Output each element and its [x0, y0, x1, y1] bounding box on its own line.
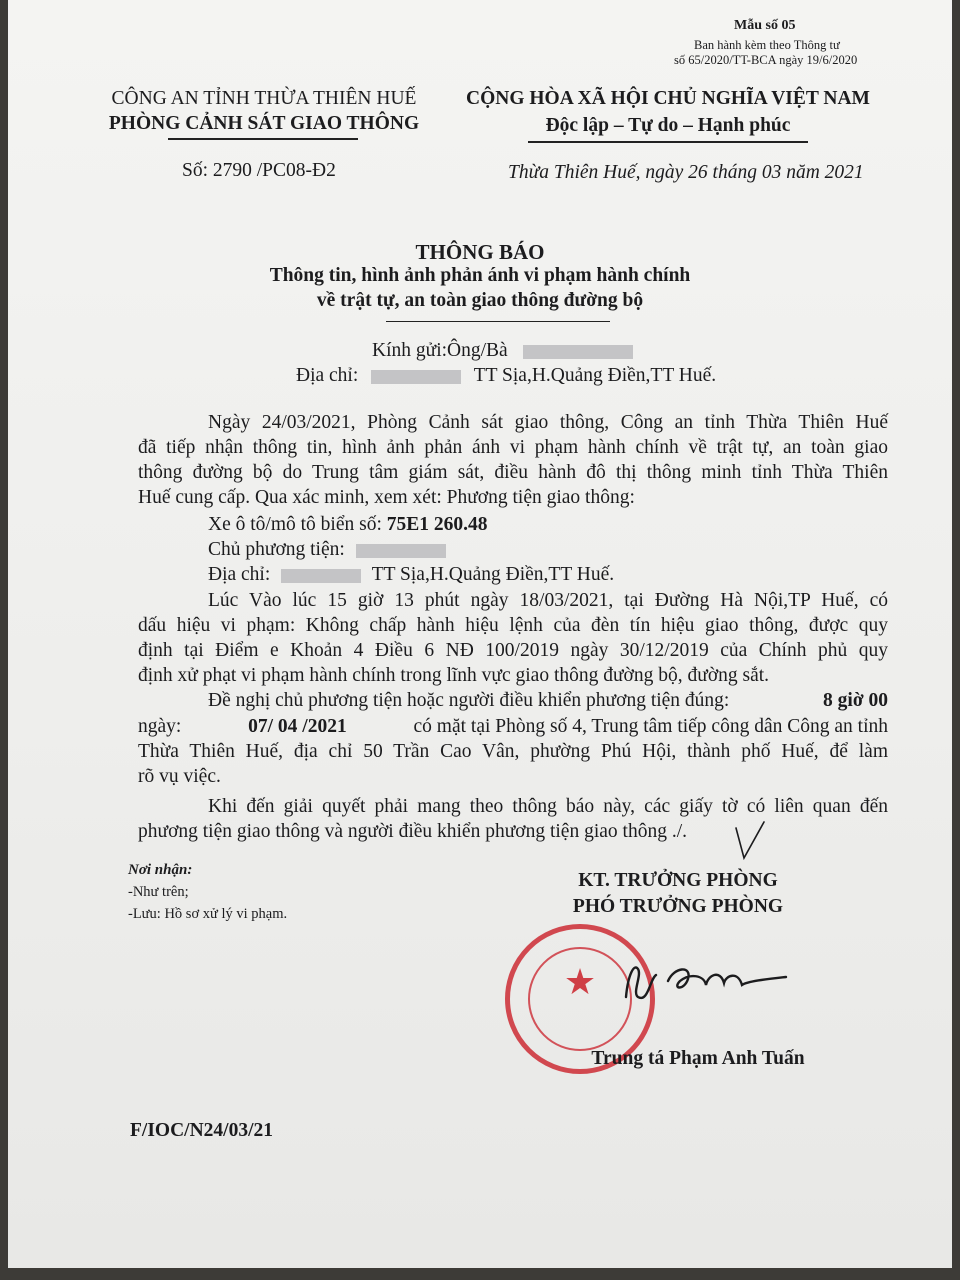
p3-date: 07/ 04 /2021	[248, 716, 347, 737]
nation-underline	[528, 141, 808, 143]
p1-line4: Huế cung cấp. Qua xác minh, xem xét: Phương tiện giao thông:	[138, 487, 635, 508]
nation-line1: CỘNG HÒA XÃ HỘI CHỦ NGHĨA VIỆT NAM	[466, 88, 870, 109]
p4-line1: Khi đến giải quyết phải mang theo thông báo này, các giấy tờ có liên quan đến	[208, 796, 888, 817]
owner-line	[208, 539, 446, 561]
signature-role1: KT. TRƯỞNG PHÒNG	[578, 870, 778, 891]
place-date: Thừa Thiên Huế, ngày 26 tháng 03 năm 2021	[508, 162, 864, 183]
recipients-title: Nơi nhận:	[128, 862, 193, 878]
owner-address-label: Địa chỉ:	[208, 564, 271, 585]
document-number: Số: 2790 /PC08-Đ2	[182, 160, 336, 181]
p2-line4: định xử phạt vi phạm hành chính trong lĩnh vực giao thông đường bộ, đường sắt.	[138, 665, 770, 686]
owner-address-line	[208, 564, 614, 586]
owner-label: Chủ phương tiện:	[208, 539, 345, 560]
p2-line2: dấu hiệu vi phạm: Không chấp hành hiệu lệnh của đèn tín hiệu giao thông, được quy	[138, 615, 888, 636]
form-issued-line1: Ban hành kèm theo Thông tư	[694, 38, 840, 52]
plate-line	[208, 514, 488, 536]
redacted-address	[371, 370, 461, 384]
p4-line2: phương tiện giao thông và người điều khiển phương tiện giao thông ./.	[138, 821, 687, 842]
redacted-name	[523, 345, 633, 359]
document-page	[8, 0, 952, 1268]
p2-line3: định tại Điểm e Khoản 4 Điều 6 NĐ 100/2019 ngày 30/12/2019 của Chính phủ quy	[138, 640, 888, 661]
footer-code: F/IOC/N24/03/21	[130, 1120, 274, 1141]
signature-role2: PHÓ TRƯỞNG PHÒNG	[572, 896, 784, 917]
agency-underline	[168, 138, 358, 140]
signer-name: Trung tá Phạm Anh Tuấn	[591, 1048, 805, 1069]
stamp-star-icon: ★	[563, 962, 597, 1002]
notice-title: THÔNG BÁO	[415, 240, 545, 264]
form-code: Mẫu số 05	[734, 18, 796, 33]
p3-line1	[208, 690, 888, 712]
p3-line3: Thừa Thiên Huế, địa chỉ 50 Trần Cao Vân, phường Phú Hội, thành phố Huế, để làm	[138, 741, 888, 762]
check-mark-icon	[730, 818, 770, 862]
notice-subtitle-line1: Thông tin, hình ảnh phản ánh vi phạm hành chính	[269, 265, 691, 286]
recipient-line	[372, 340, 633, 362]
recipients-item-1: -Như trên;	[128, 884, 189, 900]
p3-day-label: ngày:	[138, 716, 182, 737]
recipient-address-line	[296, 365, 716, 387]
p3-line1-text: Đề nghị chủ phương tiện hoặc người điều khiển phương tiện đúng:	[208, 690, 730, 711]
recipients-item-2: -Lưu: Hồ sơ xử lý vi phạm.	[128, 906, 288, 922]
plate-value: 75E1 260.48	[386, 514, 488, 535]
recipient-address-value: TT Sịa,H.Quảng Điền,TT Huế.	[473, 365, 717, 386]
recipient-address-label: Địa chỉ:	[296, 365, 359, 386]
nation-line2: Độc lập – Tự do – Hạnh phúc	[545, 115, 791, 136]
p3-line2	[138, 716, 888, 738]
p1-line2: đã tiếp nhận thông tin, hình ảnh phản ánh vi phạm hành chính về trật tự, an toàn giao	[138, 437, 888, 458]
recipient-greeting: Kính gửi:Ông/Bà	[372, 340, 508, 361]
agency-line2: PHÒNG CẢNH SÁT GIAO THÔNG	[108, 113, 420, 134]
owner-address-value: TT Sịa,H.Quảng Điền,TT Huế.	[371, 564, 615, 585]
redacted-owner	[356, 544, 446, 558]
p1-line1: Ngày 24/03/2021, Phòng Cảnh sát giao thông, Công an tỉnh Thừa Thiên Huế	[208, 412, 888, 433]
agency-line1: CÔNG AN TỈNH THỪA THIÊN HUẾ	[111, 88, 417, 109]
p3-time: 8 giờ 00	[823, 690, 888, 711]
title-underline	[386, 321, 610, 322]
notice-subtitle-line2: về trật tự, an toàn giao thông đường bộ	[316, 290, 644, 311]
handwritten-signature	[608, 945, 798, 1025]
p3-line4: rõ vụ việc.	[138, 766, 221, 787]
form-issued-line2: số 65/2020/TT-BCA ngày 19/6/2020	[674, 53, 858, 67]
p1-line3: thông đường bộ do Trung tâm giám sát, điều hành đô thị thông minh tỉnh Thừa Thiên	[138, 462, 888, 483]
p2-line1: Lúc Vào lúc 15 giờ 13 phút ngày 18/03/2021, tại Đường Hà Nội,TP Huế, có	[208, 590, 888, 611]
plate-label: Xe ô tô/mô tô biển số:	[208, 514, 382, 535]
redacted-owner-address	[281, 569, 361, 583]
p3-line2-text: có mặt tại Phòng số 4, Trung tâm tiếp công dân Công an tỉnh	[413, 716, 888, 737]
